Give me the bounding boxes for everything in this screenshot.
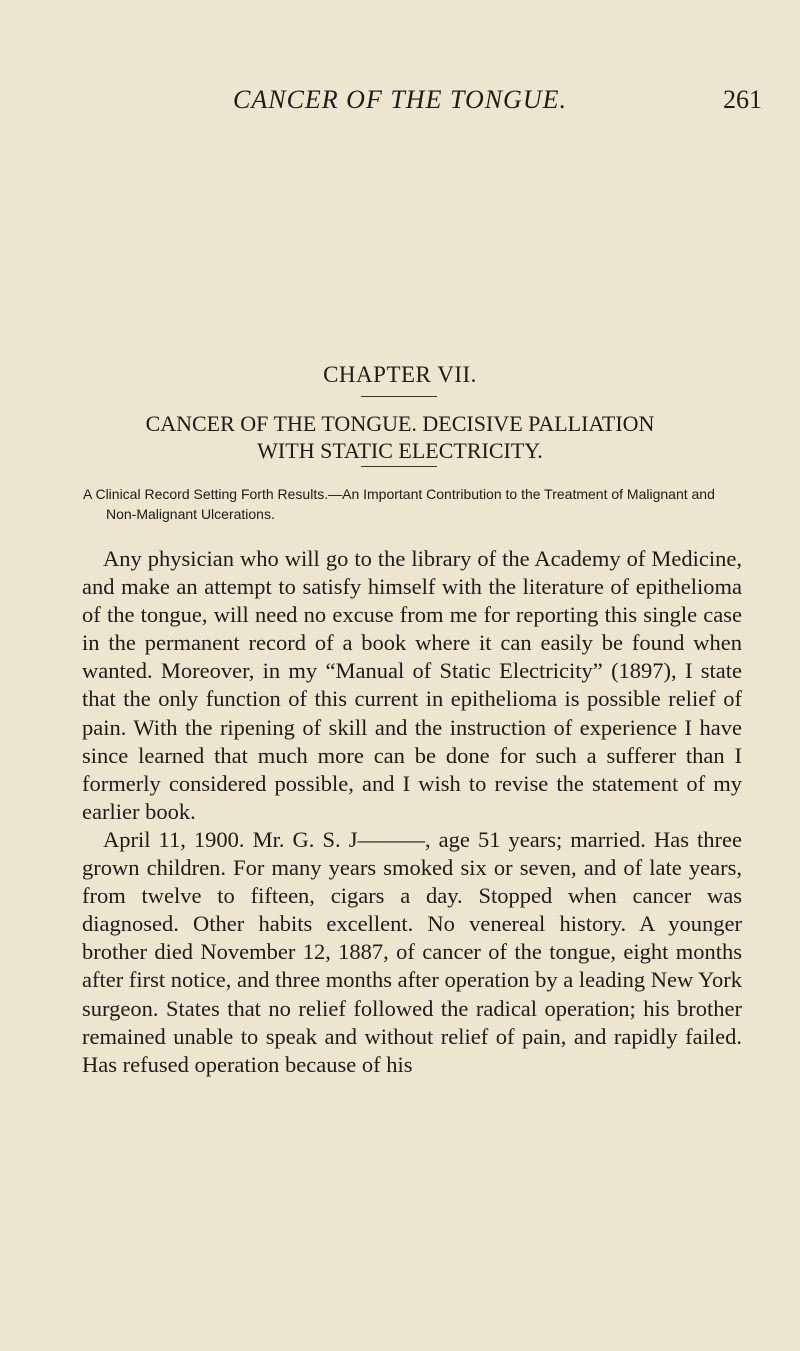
- running-head: [0, 85, 800, 121]
- chapter-title-line-1: CANCER OF THE TONGUE. DECISIVE PALLIATION: [145, 411, 655, 436]
- chapter-number: CHAPTER VII.: [323, 362, 477, 387]
- page-number: 261: [723, 85, 762, 114]
- chapter-title-line-2: WITH STATIC ELECTRICITY.: [257, 438, 543, 463]
- paragraph: April 11, 1900. Mr. G. S. J———, age 51 years; married. Has three grown children. For many years smoked six or seven, and of late years, from twelve to fifteen, cigars a day. Stopped when cancer was diagnosed. Other habits excellent. No venereal history. A younger brother died November 12, 1887, of cancer of the tongue, eight months after first notice, and three months after operation by a leading New York surgeon. States that no relief followed the radical operation; his brother remained unable to speak and without relief of pain, and rapidly failed. Has refused operation because of his: [82, 826, 742, 1077]
- divider-rule: [361, 466, 437, 467]
- body-text: [82, 545, 742, 1079]
- chapter-title: [0, 410, 800, 464]
- paragraph: Any physician who will go to the library of the Academy of Medicine, and make an attempt to satisfy himself with the literature of epithelioma of the tongue, will need no excuse from me for reporting this single case in the permanent record of a book where it can easily be found when wanted. Moreover, in my “Manual of Static Electricity” (1897), I state that the only function of this current in epithelioma is possible relief of pain. With the ripening of skill and the instruction of experience I have since learned that much more can be done for such a sufferer than I formerly considered possible, and I wish to revise the statement of my earlier book.: [82, 546, 742, 824]
- running-title: CANCER OF THE TONGUE.: [233, 85, 567, 114]
- chapter-summary: [83, 484, 743, 524]
- chapter-summary-text: A Clinical Record Setting Forth Results.—An Important Contribution to the Treatment of Malignant and Non-Malignant Ulcerations.: [83, 486, 715, 522]
- divider-rule: [361, 396, 437, 397]
